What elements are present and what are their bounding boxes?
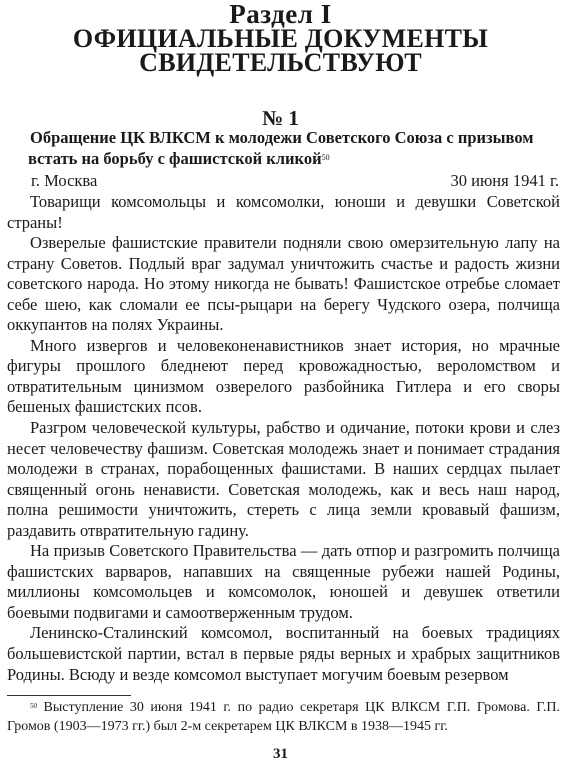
document-title-line-2 bbox=[28, 149, 560, 170]
document-date: 30 июня 1941 г. bbox=[450, 171, 559, 190]
document-place: г. Москва bbox=[31, 171, 98, 190]
paragraph: Много извергов и человеконенавистников знает история, но мрачные фигуры прошлого бледнеют перед кровожадностью, вероломством и отвратительным цинизмом озверелого разбойника Гитлера и его своры бешеных фашистских псов. bbox=[7, 335, 560, 417]
footnote-body: Выступление 30 июня 1941 г. по радио секретаря ЦК ВЛКСМ Г.П. Громова. Г.П. Громов (1903—1973 гг.) был 2-м секретарем ЦК ВЛКСМ в 1938—1945 гг. bbox=[7, 700, 560, 734]
document-number: № 1 bbox=[262, 106, 299, 130]
footnote-text bbox=[7, 698, 560, 736]
document-body bbox=[7, 192, 560, 685]
section-title-line-1: ОФИЦИАЛЬНЫЕ ДОКУМЕНТЫ bbox=[72, 24, 489, 53]
document-title bbox=[30, 128, 560, 169]
paragraph: Ленинско-Сталинский комсомол, воспитанный на боевых традициях большевистской партии, встал в первые ряды верных и храбрых защитников Родины. Всюду и везде комсомол выступает могучим боевым резервом bbox=[7, 623, 560, 684]
page-number: 31 bbox=[273, 746, 288, 762]
footnote-reference: 50 bbox=[321, 152, 330, 162]
document-title-line-2-text: встать на борьбу с фашистской кликой bbox=[28, 148, 322, 168]
section-title-line-2: СВИДЕТЕЛЬСТВУЮТ bbox=[139, 48, 422, 77]
section-label: Раздел I bbox=[229, 0, 332, 29]
paragraph: Озверелые фашистские правители подняли свою омерзительную лапу на страну Советов. Подлый враг задумал уничтожить счастье и радость жизни советского народа. Но этому никогда не бывать! Фашистское отребье сломает себе шею, как сломали ее псы-рыцари на берегу Чудского озера, полчища оккупантов на полях Украины. bbox=[7, 233, 560, 335]
paragraph: Товарищи комсомольцы и комсомолки, юноши и девушки Советской страны! bbox=[7, 192, 560, 232]
paragraph: Разгром человеческой культуры, рабство и одичание, потоки крови и слез несет человечеству фашизм. Советская молодежь знает и понимает страдания молодежи в странах, порабощенных фашистами. В наших сердцах пылает священный огонь ненависти. Советская молодежь, как и весь наш народ, полна решимости уничтожить, стереть с лица земли кровавый фашизм, раздавить отвратительную гадину. bbox=[7, 418, 560, 540]
footnote-number: 50 bbox=[30, 702, 37, 710]
document-title-line-1: Обращение ЦК ВЛКСМ к молодежи Советского Союза с призывом bbox=[30, 128, 534, 147]
footnote-divider bbox=[7, 695, 131, 696]
paragraph: На призыв Советского Правительства — дать отпор и разгромить полчища фашистских варваров, напавших на священные рубежи нашей Родины, миллионы комсомольцев и комсомолок, юношей и девушек ответили боевыми подвигами и самоотверженным трудом. bbox=[7, 541, 560, 622]
footnote bbox=[7, 698, 560, 736]
